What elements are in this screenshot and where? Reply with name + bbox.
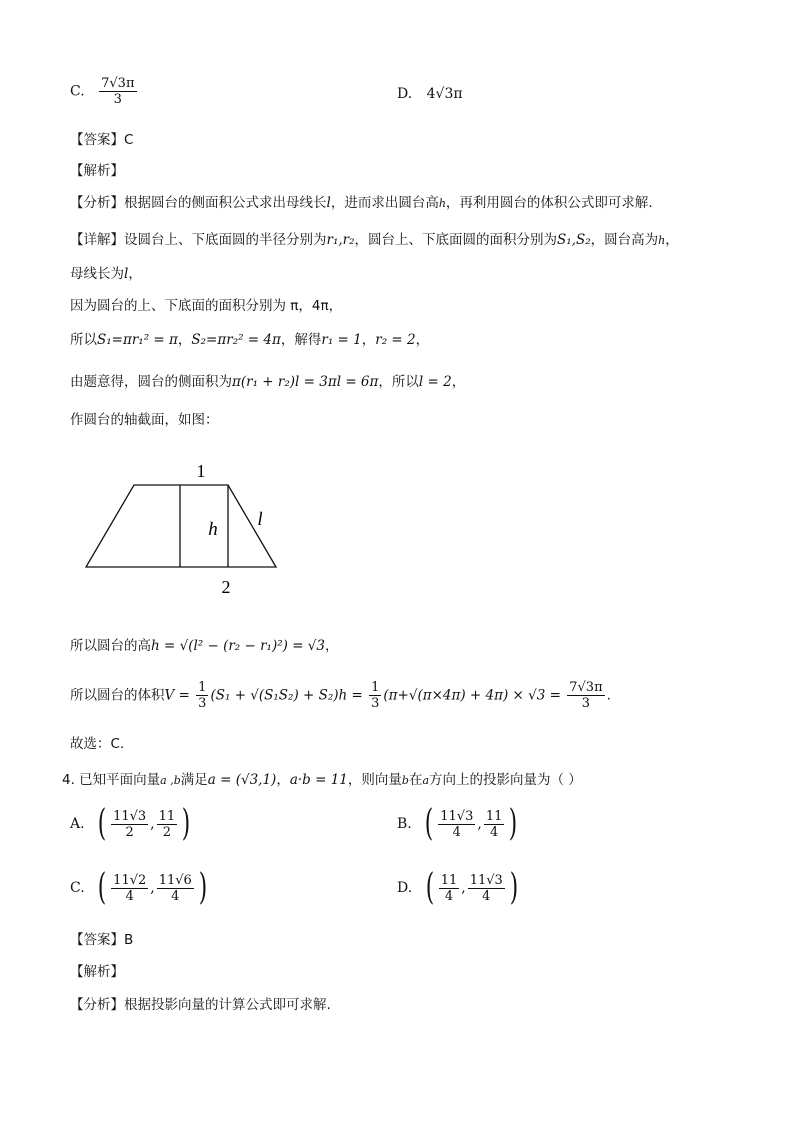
option-label: C. [70, 83, 85, 100]
xiangjie-tag: 【详解】 [70, 232, 124, 248]
option-fraction: $\frac{7√3\pi}{3}$ [101, 76, 135, 107]
label-top: 1 [196, 461, 206, 481]
q3-line3: 因为圆台的上、下底面的面积分别为 π，4π， [70, 298, 343, 314]
q4-analysis-heading: 【解析】 [70, 964, 124, 980]
q4-fenxi: 【分析】根据投影向量的计算公式即可求解. [70, 997, 331, 1013]
q3-line8: 所以圆台的体积V = $\frac{1}{3}$ (S₁ + √(S₁S₂) + S₂)h = $\frac{1}{3}$ (π+√(π×4π) + 4π) × √3 = $\frac{7√3\pi}{3}$ . [70, 680, 611, 711]
q3-xiangjie-line1: 【详解】设圆台上、下底面圆的半径分别为r₁,r₂，圆台上、下底面圆的面积分别为S₁,S₂，圆台高为h， [70, 232, 679, 248]
q3-line6: 作圆台的轴截面，如图： [70, 412, 219, 428]
option-label: D. [397, 86, 413, 102]
q4-answer: 【答案】B [70, 932, 134, 948]
fenxi-tag: 【分析】 [70, 195, 124, 211]
q3-answer: 【答案】C [70, 132, 134, 148]
q3-line4: 所以S₁=πr₁² = π，S₂=πr₂² = 4π，解得r₁ = 1，r₂ = 2， [70, 332, 430, 348]
q4-option-a: A. ( $\frac{11√3}{2}$ , $\frac{11}{2}$ ) [70, 803, 191, 844]
q4-option-d: D. ( $\frac{11}{4}$ , $\frac{11√3}{4}$ ) [397, 867, 519, 908]
q3-line2: 母线长为l， [70, 266, 142, 282]
q3-line5: 由题意得，圆台的侧面积为π(r₁ + r₂)l = 3πl = 6π，所以l = 2， [70, 374, 466, 390]
q3-option-c [70, 76, 139, 107]
q4-option-c: C. ( $\frac{11√2}{4}$ , $\frac{11√6}{4}$ ) [70, 867, 208, 908]
q3-fenxi: 【分析】根据圆台的侧面积公式求出母线长l，进而求出圆台高h，再利用圆台的体积公式即可求解. [70, 195, 653, 211]
label-l: l [257, 509, 263, 530]
label-h: h [208, 519, 218, 540]
q3-analysis-heading: 【解析】 [70, 163, 124, 179]
label-bottom: 2 [221, 577, 231, 597]
q4-stem: 4. 已知平面向量a ,b满足a = (√3,1)，a·b = 11，则向量b在a方向上的投影向量为（ ） [62, 772, 582, 788]
var-h: h [438, 197, 446, 210]
q3-conclusion: 故选：C. [70, 736, 125, 752]
var-l: l [326, 195, 331, 211]
q3-line7: 所以圆台的高h = √(l² − (r₂ − r₁)²) = √3， [70, 638, 339, 654]
q3-option-d [397, 84, 463, 104]
trapezoid-figure [80, 455, 290, 600]
q4-option-b: B. ( $\frac{11√3}{4}$ , $\frac{11}{4}$ ) [397, 803, 518, 844]
option-value: 4√3π [426, 86, 463, 102]
trapezoid-outline [86, 485, 276, 567]
